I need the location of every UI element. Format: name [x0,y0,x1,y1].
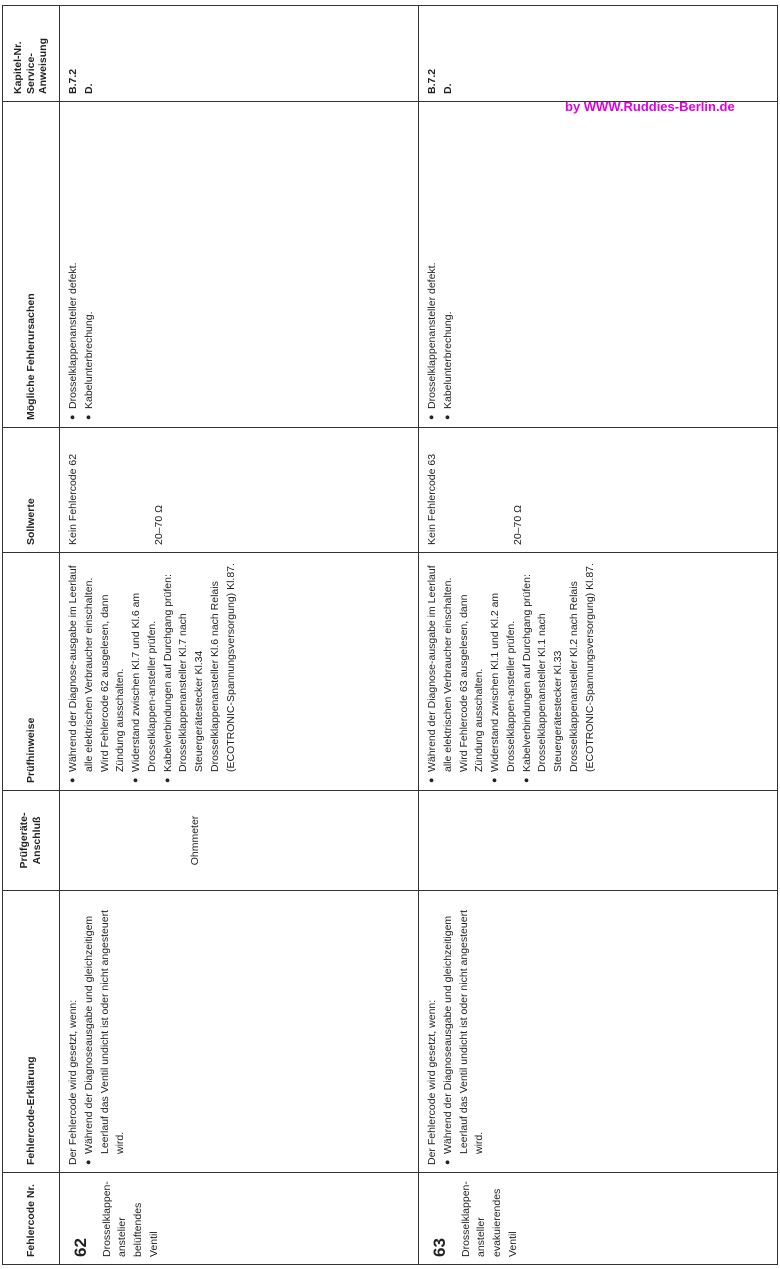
spacer [493,435,511,545]
hint-item: ● Widerstand zwischen Kl.1 und Kl.2 am Drosselklappen-ansteller prüfen. [488,560,520,783]
causes-cell [419,102,778,428]
spacer [134,435,152,545]
explanation-bullet: ● Während der Diagnoseausgabe und gleichzeitigem Leerlauf das Ventil undicht ist oder nicht angesteuert wird. [82,898,129,1165]
spacer [82,435,134,545]
fault-code-name: Drosselklappen-ansteller evakuierendes Ventil [459,1181,519,1257]
table-row [419,6,778,1265]
causes-cell [60,102,419,428]
setpoint-value: Kein Fehlercode 63 [426,453,438,545]
chapter-ref: D. [82,83,95,94]
explanation-intro: Der Fehlercode wird gesetzt, wenn: [426,999,438,1165]
header-hints: Prüfhinweise [3,553,60,791]
spacer [66,798,118,883]
chapter-cell [60,6,419,102]
header-row [3,6,60,1265]
hints-cell [60,553,419,791]
explanation-cell [419,891,778,1173]
header-code: Fehlercode Nr. [3,1173,60,1265]
spacer [441,435,493,545]
cause-item: ● Kabelunterbrechung. [441,109,457,420]
hint-item: ● Kabelverbindungen auf Durchgang prüfen: Drosselklappenansteller Kl.1 nach Steuergerätestecker Kl.33 Drosselklappenansteller Kl.2 nach Relais (ECOTRONIC-Spannungsversorgung) Kl.87. [520,560,599,783]
spacer [118,798,170,883]
hint-item: ● Widerstand zwischen Kl.7 und Kl.6 am Drosselklappen-ansteller prüfen. [129,560,161,783]
header-explanation: Fehlercode-Erklärung [3,891,60,1173]
header-setpoints: Sollwerte [3,428,60,553]
chapter-ref: D. [441,83,454,94]
chapter-ref: B.7.2 [426,68,438,94]
device-value: Ohmmeter [189,815,201,866]
setpoint-value: 20–70 Ω [152,505,165,545]
header-causes: Mögliche Fehlerursachen [3,102,60,428]
setpoint-cell [60,428,419,553]
explanation-intro: Der Fehlercode wird gesetzt, wenn: [67,999,79,1165]
watermark: by WWW.Ruddies-Berlin.de [565,99,735,114]
hints-cell [419,553,778,791]
header-device: Prüfgeräte-Anschluß [3,791,60,891]
cause-item: ● Kabelunterbrechung. [82,109,98,420]
device-cell [60,791,419,891]
fault-code-number: 63 [430,1238,449,1257]
fault-code-cell [419,1173,778,1265]
hint-item: ● Während der Diagnose-ausgabe im Leerlauf alle elektrischen Verbraucher einschalten. Wird Fehlercode 62 ausgelesen, dann Zündung ausschalten. [66,560,129,783]
fault-code-name: Drosselklappen-anstelier belüftendes Ventil [100,1181,160,1257]
explanation-bullet: ● Während der Diagnoseausgabe und gleichzeitigem Leerlauf das Ventil undicht ist oder nicht angesteuert wird. [441,898,488,1165]
cause-item: ● Drosselklappenansteller defekt. [66,109,82,420]
setpoint-cell [419,428,778,553]
chapter-cell [419,6,778,102]
setpoint-value: Kein Fehlercode 62 [67,453,79,545]
hint-item: ● Kabelverbindungen auf Durchgang prüfen: Drosselklappenansteller Kl.7 nach Steuergerätestecker Kl.34 Drosselklappenansteller Kl.6 nach Relais (ECOTRONIC-Spannungsversorgung) Kl.87. [161,560,240,783]
fault-code-number: 62 [71,1238,90,1257]
header-chapter: Kapitel-Nr. Service-Anweisung [3,6,60,102]
fault-code-table [2,5,778,1265]
explanation-cell [60,891,419,1173]
table-row [60,6,419,1265]
spacer [170,798,188,883]
setpoint-value: 20–70 Ω [511,505,524,545]
cause-item: ● Drosselklappenansteller defekt. [425,109,441,420]
hint-item: ● Während der Diagnose-ausgabe im Leerlauf alle elektrischen Verbraucher einschalten. Wird Fehlercode 63 ausgelesen, dann Zündung ausschalten. [425,560,488,783]
fault-code-cell [60,1173,419,1265]
chapter-ref: B.7.2 [67,68,79,94]
device-cell [419,791,778,891]
